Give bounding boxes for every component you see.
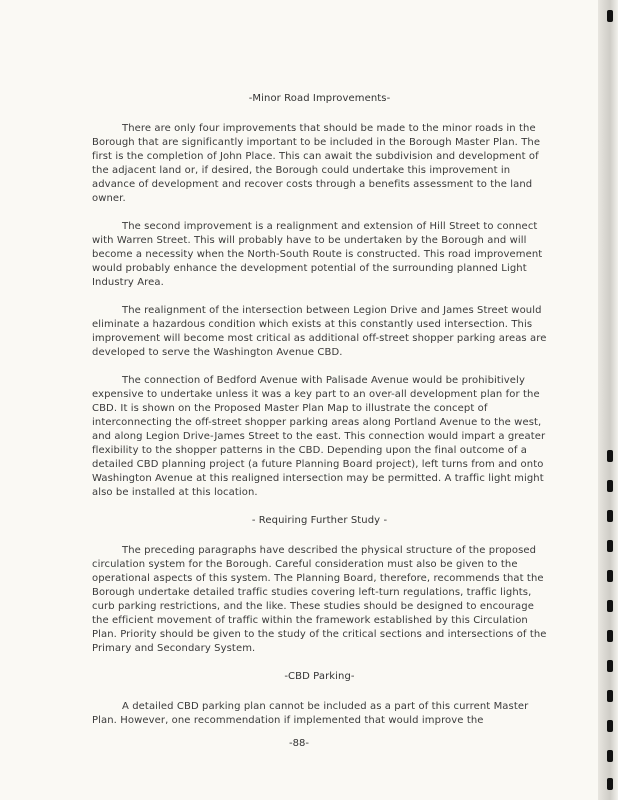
binding-hole: [607, 450, 613, 462]
binding-hole: [607, 778, 613, 790]
paragraph-cbd-parking: A detailed CBD parking plan cannot be included as a part of this current Master Plan. However, one recommendation if implemented that would improve the: [92, 701, 529, 726]
binding-hole: [607, 570, 613, 582]
paragraph-further-study: The preceding paragraphs have described the physical structure of the proposed circulation system for the Borough. Careful consideration must also be given to the operational aspects of this system. The Planning Board, therefore, recommends that the Borough undertake detailed traffic studies covering left-turn regulations, traffic lights, curb parking restrictions, and the like. These studies should be designed to encourage the efficient movement of traffic within the framework established by this Circulation Plan. Priority should be given to the study of the critical sections and intersections of the Primary and Secondary System.: [92, 545, 547, 654]
binding-hole: [607, 600, 613, 612]
section-heading-minor-road: -Minor Road Improvements-: [248, 93, 391, 104]
binding-hole: [607, 750, 613, 762]
section-heading-further-study: - Requiring Further Study -: [251, 515, 388, 526]
binding-hole: [607, 660, 613, 672]
paragraph-hill-street: The second improvement is a realignment and extension of Hill Street to connect with Warren Street. This will probably have to be undertaken by the Borough and will become a necessity when the North-South Route is constructed. This road improvement would probably enhance the development potential of the surrounding planned Light Industry Area.: [92, 221, 543, 288]
binding-hole: [607, 480, 613, 492]
binding-hole: [607, 540, 613, 552]
binding-hole: [607, 510, 613, 522]
binding-hole: [607, 720, 613, 732]
section-heading-cbd-parking: -CBD Parking-: [284, 671, 355, 682]
spiral-binding: [598, 0, 618, 800]
page-number: -88-: [289, 738, 309, 749]
paragraph-bedford-avenue: The connection of Bedford Avenue with Palisade Avenue would be prohibitively expensive to undertake unless it was a key part to an over-all development plan for the CBD. It is shown on the Proposed Master Plan Map to illustrate the concept of interconnecting the off-street shopper parking areas along Portland Avenue to the west, and along Legion Drive-James Street to the east. This connection would impart a greater flexibility to the shopper patterns in the CBD. Depending upon the final outcome of a detailed CBD planning project (a future Planning Board project), left turns from and onto Washington Avenue at this realigned intersection may be permitted. A traffic light might also be installed at this location.: [92, 375, 546, 498]
page-body: [92, 92, 547, 742]
binding-hole: [607, 690, 613, 702]
paragraph-legion-drive: The realignment of the intersection between Legion Drive and James Street would eliminate a hazardous condition which exists at this constantly used intersection. This improvement will become most critical as additional off-street shopper parking areas are developed to serve the Washington Avenue CBD.: [92, 305, 547, 358]
paragraph-john-place: There are only four improvements that should be made to the minor roads in the Borough that are significantly important to be included in the Borough Master Plan. The first is the completion of John Place. This can await the subdivision and development of the adjacent land or, if desired, the Borough could undertake this improvement in advance of development and recover costs through a benefits assessment to the land owner.: [92, 123, 541, 204]
binding-hole: [607, 10, 613, 22]
binding-hole: [607, 630, 613, 642]
